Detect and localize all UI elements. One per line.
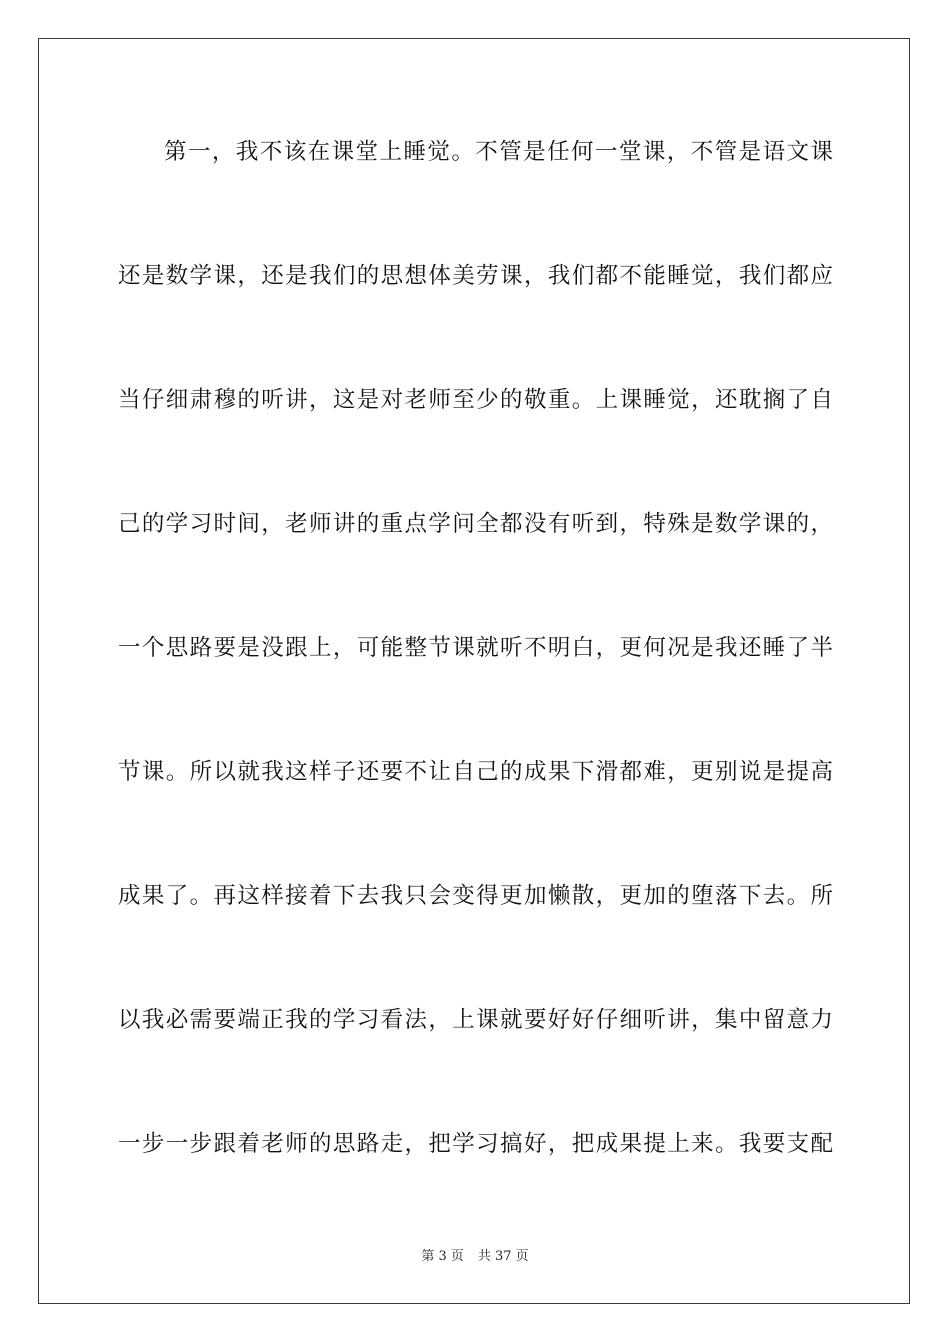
paragraph-line: 成果了。再这样接着下去我只会变得更加懒散，更加的堕落下去。所 bbox=[118, 883, 833, 909]
paragraph-line: 己的学习时间，老师讲的重点学问全都没有听到，特殊是数学课的， bbox=[118, 511, 833, 537]
paragraph-line: 第一，我不该在课堂上睡觉。不管是任何一堂课，不管是语文课 bbox=[164, 139, 833, 165]
page-footer bbox=[0, 1248, 950, 1266]
paragraph-line: 以我必需要端正我的学习看法，上课就要好好仔细听讲，集中留意力 bbox=[118, 1007, 833, 1033]
paragraph-line: 节课。所以就我这样子还要不让自己的成果下滑都难，更别说是提高 bbox=[118, 759, 833, 785]
paragraph-line: 还是数学课，还是我们的思想体美劳课，我们都不能睡觉，我们都应 bbox=[118, 263, 833, 289]
paragraph-line: 当仔细肃穆的听讲，这是对老师至少的敬重。上课睡觉，还耽搁了自 bbox=[118, 387, 833, 413]
page-number: 第 3 页 bbox=[421, 1249, 464, 1264]
total-pages: 共 37 页 bbox=[477, 1249, 529, 1264]
page-border bbox=[38, 38, 910, 1304]
paragraph-line: 一步一步跟着老师的思路走，把学习搞好，把成果提上来。我要支配 bbox=[118, 1131, 833, 1157]
paragraph-line: 一个思路要是没跟上，可能整节课就听不明白，更何况是我还睡了半 bbox=[118, 635, 833, 661]
